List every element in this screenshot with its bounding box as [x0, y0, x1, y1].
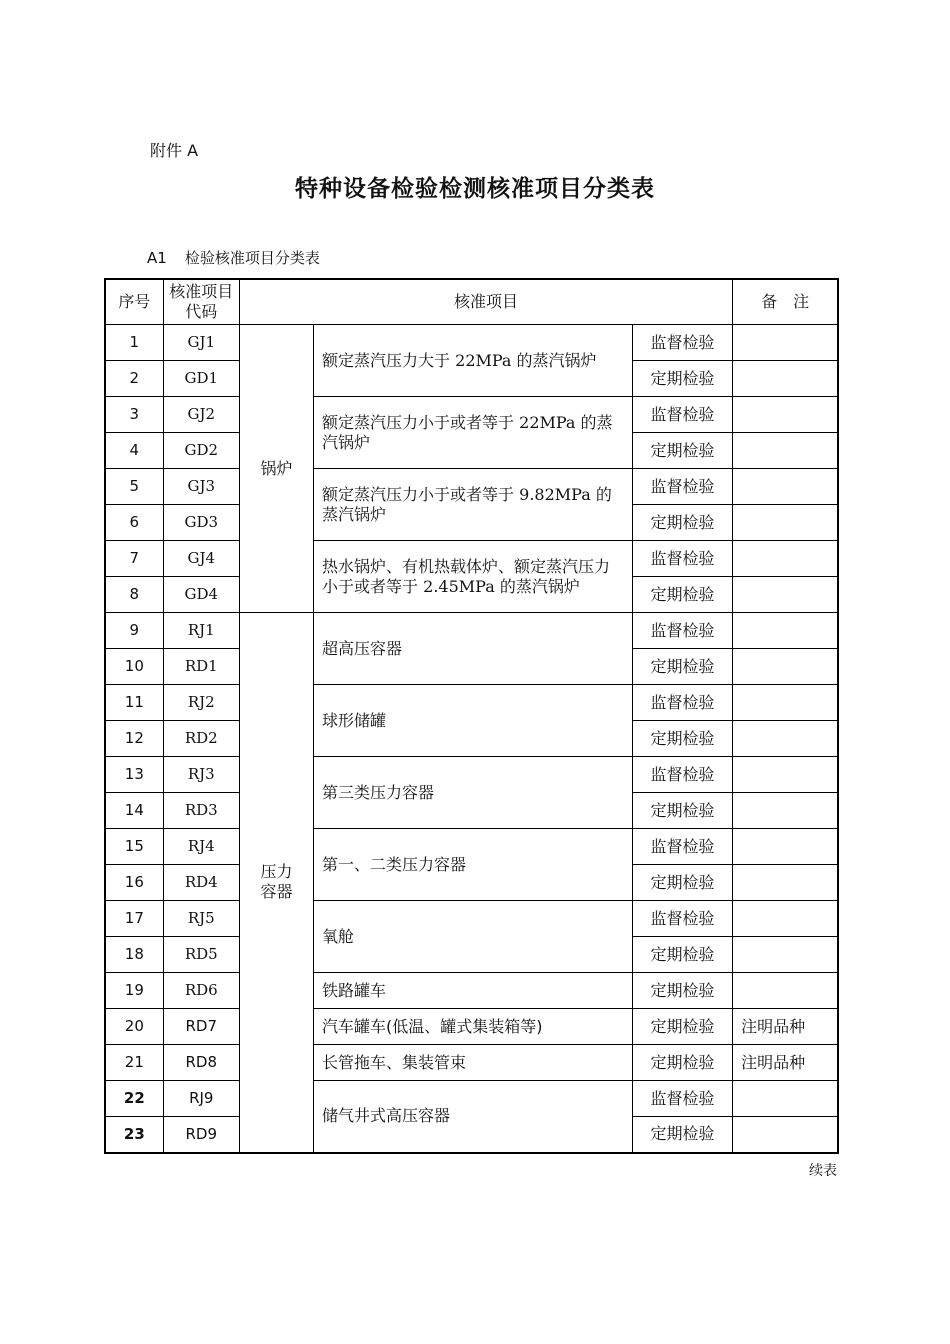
table-row — [105, 757, 838, 793]
row-no: 19 — [105, 973, 163, 1009]
row-no: 15 — [105, 829, 163, 865]
row-no: 1 — [105, 325, 163, 361]
row-type: 监督检验 — [632, 901, 732, 937]
row-item: 长管拖车、集装管束 — [314, 1045, 633, 1081]
classification-table — [104, 278, 839, 1154]
row-code: RD4 — [163, 865, 239, 901]
row-no: 4 — [105, 433, 163, 469]
row-note — [733, 757, 838, 793]
row-item: 第一、二类压力容器 — [314, 829, 633, 901]
row-code: RD7 — [163, 1009, 239, 1045]
row-code: RJ4 — [163, 829, 239, 865]
row-note — [733, 541, 838, 577]
row-no: 8 — [105, 577, 163, 613]
row-type: 定期检验 — [632, 577, 732, 613]
row-no: 12 — [105, 721, 163, 757]
row-type: 定期检验 — [632, 1009, 732, 1045]
row-type: 监督检验 — [632, 1081, 732, 1117]
row-note — [733, 829, 838, 865]
table-row — [105, 829, 838, 865]
row-code: RD9 — [163, 1117, 239, 1153]
row-no: 14 — [105, 793, 163, 829]
row-no: 13 — [105, 757, 163, 793]
row-code: GD3 — [163, 505, 239, 541]
row-no: 3 — [105, 397, 163, 433]
annex-label: 附件 A — [150, 141, 199, 160]
page-title: 特种设备检验检测核准项目分类表 — [295, 176, 655, 202]
row-note — [733, 433, 838, 469]
row-no: 9 — [105, 613, 163, 649]
category-pressure-vessel — [239, 613, 313, 1153]
row-code: GJ2 — [163, 397, 239, 433]
category-label: 压力容器 — [260, 862, 293, 902]
header-item: 核准项目 — [239, 279, 732, 325]
row-note — [733, 469, 838, 505]
table-row — [105, 469, 838, 505]
row-code: RJ2 — [163, 685, 239, 721]
row-no: 17 — [105, 901, 163, 937]
row-item: 第三类压力容器 — [314, 757, 633, 829]
row-type: 定期检验 — [632, 721, 732, 757]
table-row — [105, 685, 838, 721]
row-no: 7 — [105, 541, 163, 577]
row-item: 储气井式高压容器 — [314, 1081, 633, 1153]
row-note — [733, 793, 838, 829]
table-subtitle — [147, 247, 320, 268]
row-note — [733, 361, 838, 397]
row-note — [733, 325, 838, 361]
row-type: 定期检验 — [632, 505, 732, 541]
row-note — [733, 1081, 838, 1117]
row-no: 5 — [105, 469, 163, 505]
row-note — [733, 505, 838, 541]
row-item: 额定蒸汽压力小于或者等于 22MPa 的蒸汽锅炉 — [314, 397, 633, 469]
row-code: GD2 — [163, 433, 239, 469]
row-no: 21 — [105, 1045, 163, 1081]
row-code: RD2 — [163, 721, 239, 757]
table-row — [105, 613, 838, 649]
continued-label: 续表 — [809, 1163, 837, 1179]
row-type: 监督检验 — [632, 397, 732, 433]
row-type: 监督检验 — [632, 685, 732, 721]
row-note: 注明品种 — [733, 1045, 838, 1081]
row-type: 监督检验 — [632, 469, 732, 505]
table-row — [105, 325, 838, 361]
header-note: 备 注 — [733, 279, 838, 325]
table-row — [105, 901, 838, 937]
row-item: 热水锅炉、有机热载体炉、额定蒸汽压力小于或者等于 2.45MPa 的蒸汽锅炉 — [314, 541, 633, 613]
row-code: RJ3 — [163, 757, 239, 793]
row-note — [733, 685, 838, 721]
header-code: 核准项目代码 — [163, 279, 239, 325]
row-code: RD1 — [163, 649, 239, 685]
row-no: 22 — [105, 1081, 163, 1117]
row-code: GJ1 — [163, 325, 239, 361]
row-no: 2 — [105, 361, 163, 397]
row-item: 超高压容器 — [314, 613, 633, 685]
row-code: RJ9 — [163, 1081, 239, 1117]
row-note — [733, 577, 838, 613]
row-note — [733, 973, 838, 1009]
header-no: 序号 — [105, 279, 163, 325]
row-note — [733, 937, 838, 973]
row-type: 监督检验 — [632, 541, 732, 577]
row-code: GJ3 — [163, 469, 239, 505]
row-item: 汽车罐车(低温、罐式集装箱等) — [314, 1009, 633, 1045]
row-type: 定期检验 — [632, 973, 732, 1009]
table-row — [105, 1045, 838, 1081]
row-code: RD3 — [163, 793, 239, 829]
row-item: 氧舱 — [314, 901, 633, 973]
row-code: GD1 — [163, 361, 239, 397]
row-code: RD6 — [163, 973, 239, 1009]
row-type: 监督检验 — [632, 829, 732, 865]
row-code: RJ1 — [163, 613, 239, 649]
row-note — [733, 397, 838, 433]
row-code: RJ5 — [163, 901, 239, 937]
row-item: 球形储罐 — [314, 685, 633, 757]
row-note — [733, 649, 838, 685]
row-item: 铁路罐车 — [314, 973, 633, 1009]
subtitle-code: A1 — [147, 249, 167, 267]
row-code: GJ4 — [163, 541, 239, 577]
row-type: 定期检验 — [632, 649, 732, 685]
row-note — [733, 865, 838, 901]
row-no: 23 — [105, 1117, 163, 1153]
row-type: 定期检验 — [632, 1117, 732, 1153]
row-type: 监督检验 — [632, 325, 732, 361]
row-note — [733, 1117, 838, 1153]
row-no: 11 — [105, 685, 163, 721]
row-type: 定期检验 — [632, 793, 732, 829]
row-code: RD5 — [163, 937, 239, 973]
row-note: 注明品种 — [733, 1009, 838, 1045]
table-row — [105, 397, 838, 433]
row-no: 18 — [105, 937, 163, 973]
row-no: 20 — [105, 1009, 163, 1045]
row-note — [733, 721, 838, 757]
table-row — [105, 1009, 838, 1045]
row-code: RD8 — [163, 1045, 239, 1081]
row-note — [733, 901, 838, 937]
table-row — [105, 1081, 838, 1117]
row-type: 定期检验 — [632, 1045, 732, 1081]
row-no: 10 — [105, 649, 163, 685]
row-type: 定期检验 — [632, 361, 732, 397]
row-type: 定期检验 — [632, 937, 732, 973]
subtitle-text: 检验核准项目分类表 — [184, 249, 320, 267]
row-no: 16 — [105, 865, 163, 901]
row-item: 额定蒸汽压力大于 22MPa 的蒸汽锅炉 — [314, 325, 633, 397]
table-header-row — [105, 279, 838, 325]
table-row — [105, 973, 838, 1009]
row-type: 监督检验 — [632, 613, 732, 649]
category-boiler: 锅炉 — [239, 325, 313, 613]
row-no: 6 — [105, 505, 163, 541]
row-type: 监督检验 — [632, 757, 732, 793]
row-note — [733, 613, 838, 649]
row-code: GD4 — [163, 577, 239, 613]
row-item: 额定蒸汽压力小于或者等于 9.82MPa 的蒸汽锅炉 — [314, 469, 633, 541]
row-type: 定期检验 — [632, 865, 732, 901]
table-row — [105, 541, 838, 577]
row-type: 定期检验 — [632, 433, 732, 469]
